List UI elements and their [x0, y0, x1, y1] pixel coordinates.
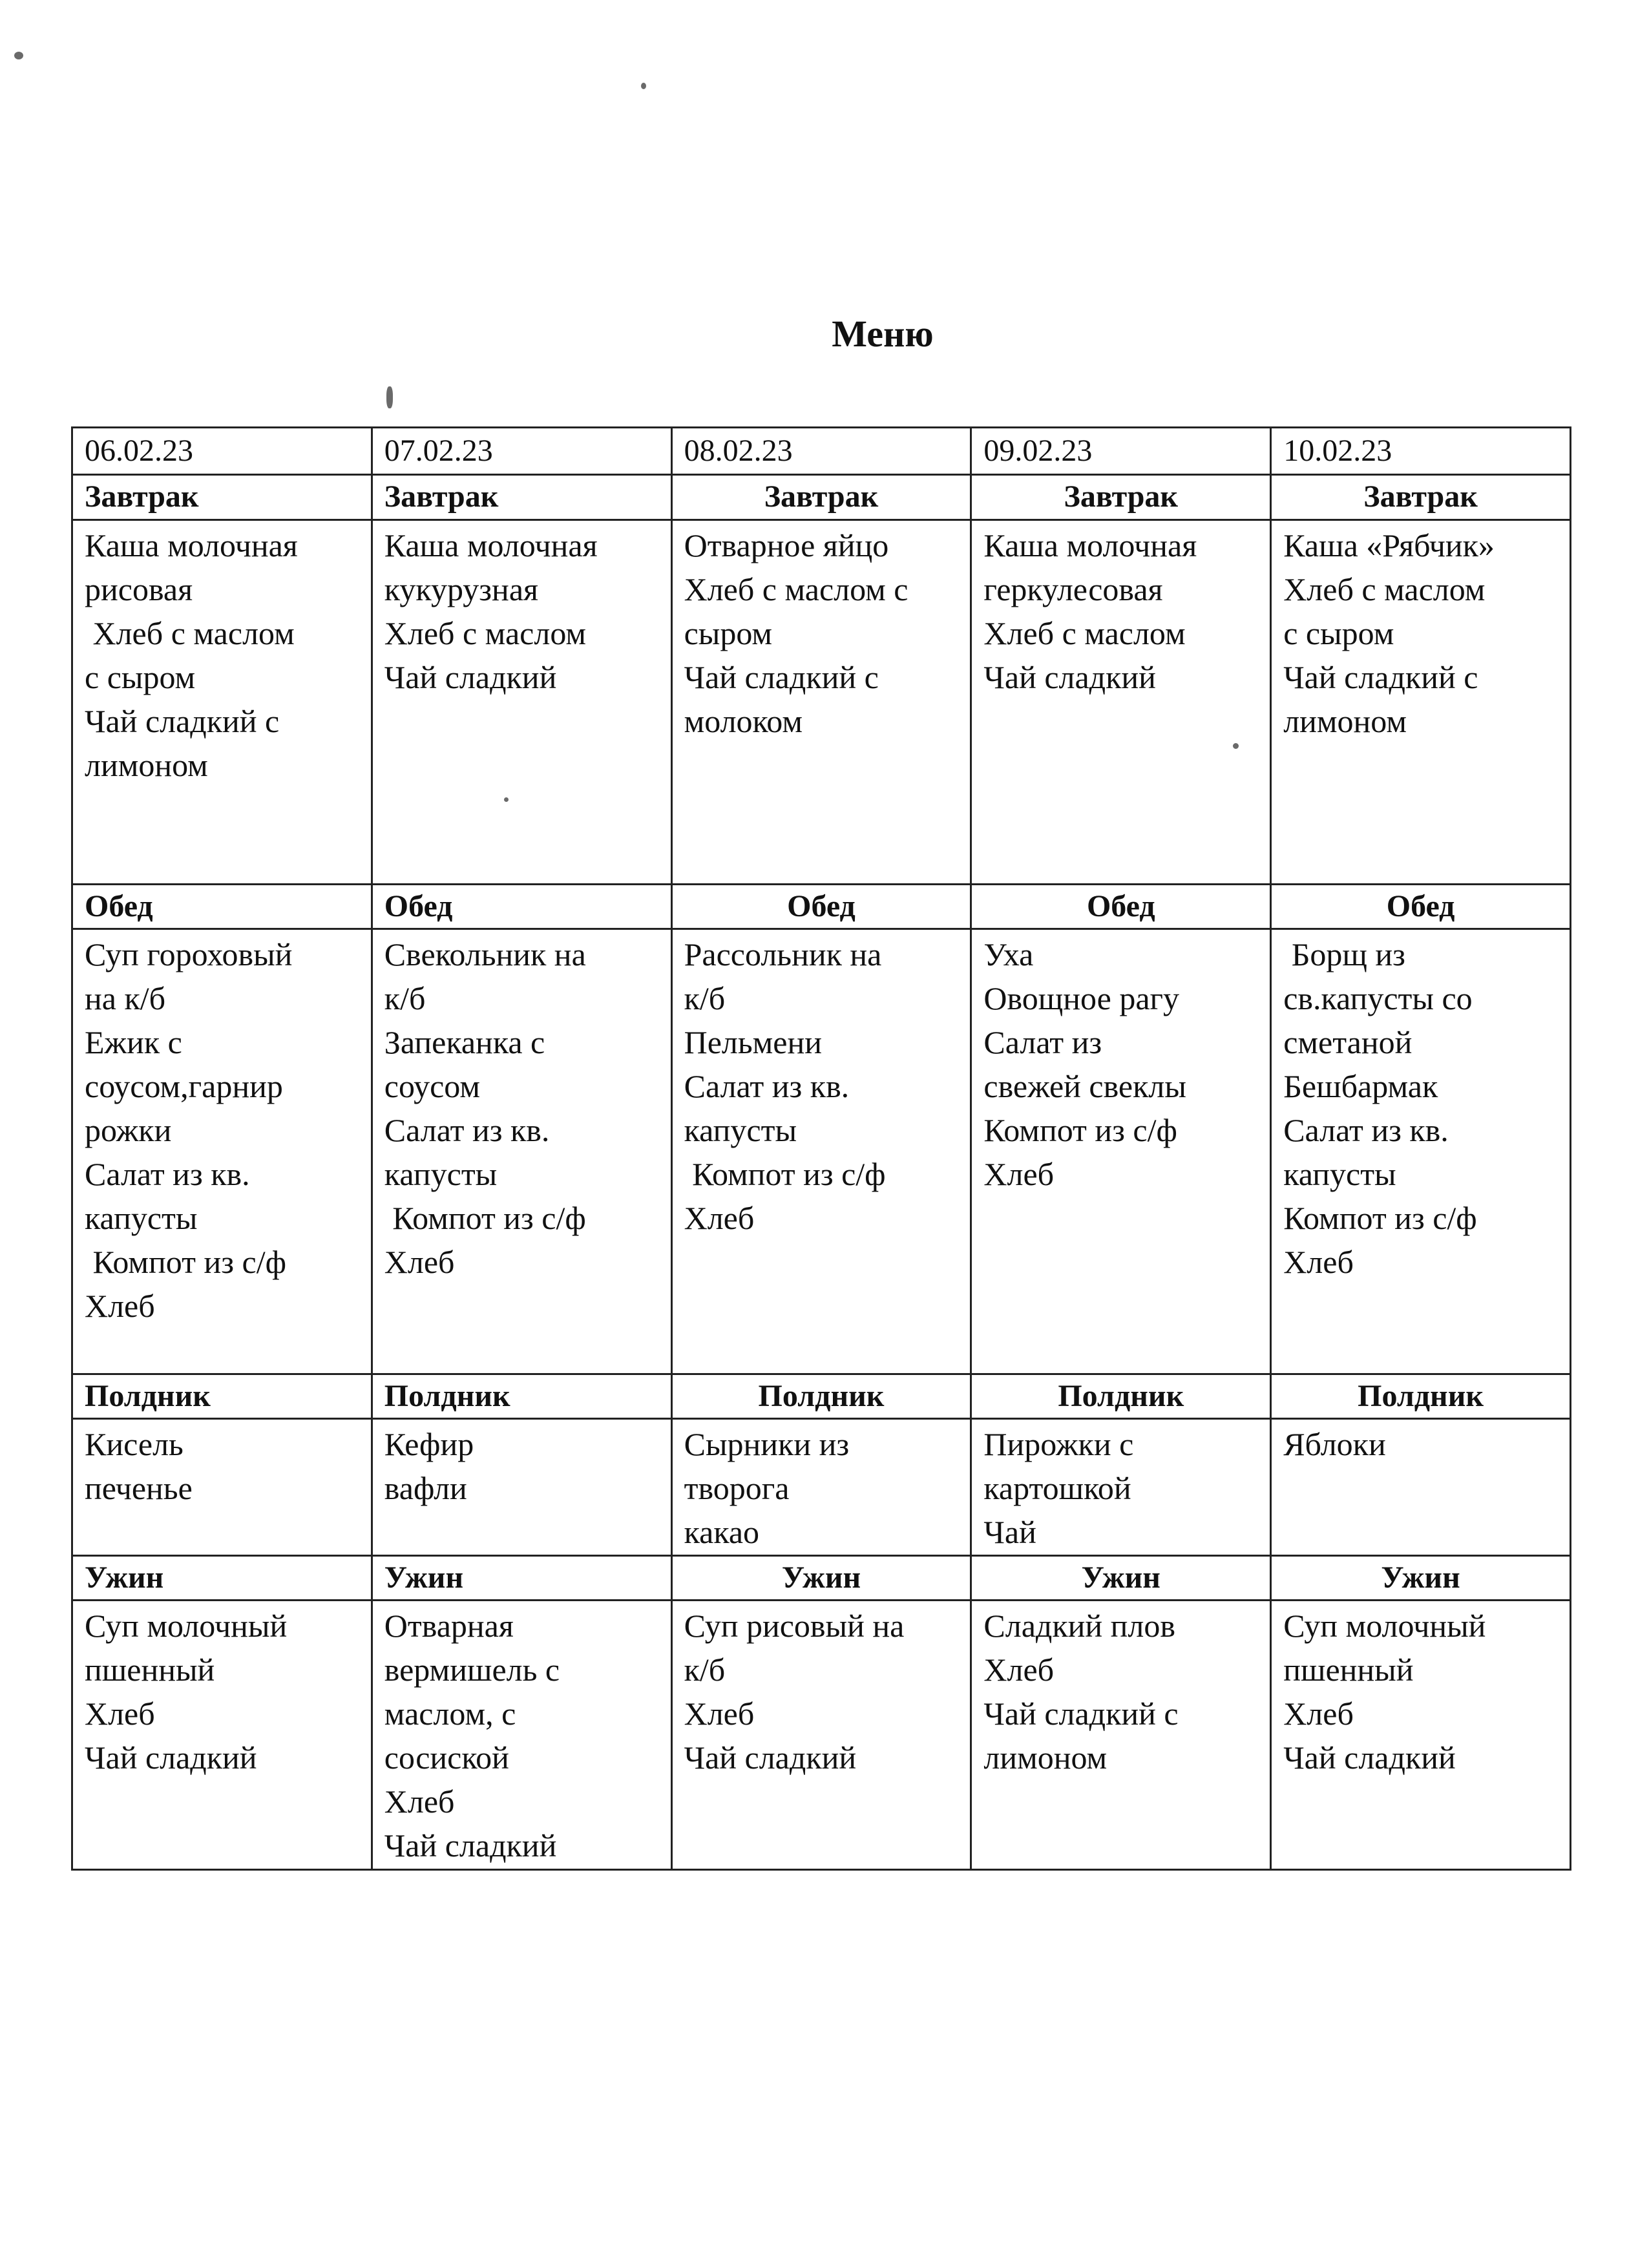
snack-dishes — [1271, 1419, 1571, 1556]
dish-item: Отварная — [384, 1608, 514, 1644]
date-row — [72, 428, 1571, 475]
lunch-dishes — [671, 929, 971, 1374]
dinner-dishes — [72, 1601, 372, 1870]
dish-item: какао — [684, 1514, 760, 1551]
dish-item: Хлеб с маслом — [85, 614, 295, 651]
dish-item: Хлеб — [983, 1652, 1055, 1688]
breakfast-label: Завтрак — [1271, 475, 1571, 520]
breakfast-dishes — [1271, 520, 1571, 884]
dish-item: Бешбармак — [1283, 1068, 1438, 1105]
dish-item: капусты — [684, 1112, 797, 1149]
lunch-label: Обед — [72, 884, 372, 929]
dinner-dishes — [1271, 1601, 1571, 1870]
dish-item: рисовая — [85, 571, 193, 607]
dish-item: Каша молочная — [384, 527, 598, 563]
dish-item: Суп молочный — [1283, 1608, 1486, 1644]
dish-item: с сыром — [1283, 614, 1394, 651]
dish-item: св.капусты со — [1283, 980, 1473, 1017]
dish-item: вафли — [384, 1470, 467, 1507]
dish-item: Чай сладкий — [384, 658, 557, 695]
snack-label: Полдник — [1271, 1374, 1571, 1418]
dish-item: Чай сладкий — [1283, 1739, 1456, 1776]
dish-item: Чай сладкий — [85, 1739, 257, 1776]
snack-label: Полдник — [671, 1374, 971, 1418]
lunch-row — [72, 929, 1571, 1374]
scan-speck — [14, 52, 23, 59]
dish-item: маслом, с — [384, 1696, 516, 1732]
dish-item: Уха — [983, 936, 1034, 973]
dinner-dishes — [372, 1601, 671, 1870]
snack-row — [72, 1419, 1571, 1556]
dinner-dishes — [971, 1601, 1271, 1870]
date-cell: 07.02.23 — [372, 428, 671, 475]
snack-label: Полдник — [72, 1374, 372, 1418]
dish-item: Хлеб с маслом — [1283, 571, 1486, 607]
breakfast-dishes — [72, 520, 372, 884]
dish-item: капусты — [1283, 1156, 1396, 1193]
lunch-label: Обед — [671, 884, 971, 929]
dinner-header-row — [72, 1555, 1571, 1600]
dish-item: Чай сладкий — [384, 1827, 557, 1864]
dish-item: капусты — [85, 1200, 198, 1237]
page-title: Меню — [832, 313, 934, 355]
dish-item: Чай — [983, 1514, 1036, 1551]
dish-item: Компот из с/ф — [384, 1200, 586, 1237]
dish-item: Суп гороховый — [85, 936, 293, 973]
dish-item: Хлеб — [384, 1783, 455, 1820]
dish-item: Хлеб — [684, 1200, 755, 1237]
dish-item: Чай сладкий с — [85, 702, 280, 739]
lunch-dishes — [72, 929, 372, 1374]
dish-item: картошкой — [983, 1470, 1131, 1507]
scan-speck — [641, 83, 646, 89]
snack-dishes — [72, 1419, 372, 1556]
dish-item: Хлеб — [85, 1696, 155, 1732]
lunch-label: Обед — [1271, 884, 1571, 929]
dish-item: Хлеб — [1283, 1244, 1354, 1281]
scan-speck — [1233, 743, 1239, 749]
dish-item: Салат из кв. — [384, 1112, 550, 1149]
dish-item: Кефир — [384, 1426, 474, 1463]
dish-item: Компот из с/ф — [1283, 1200, 1477, 1237]
dish-item: к/б — [684, 980, 726, 1017]
lunch-dishes — [372, 929, 671, 1374]
dish-item: соусом,гарнир — [85, 1068, 283, 1105]
dinner-label: Ужин — [72, 1555, 372, 1600]
breakfast-row — [72, 520, 1571, 884]
dinner-label: Ужин — [671, 1555, 971, 1600]
dish-item: лимоном — [983, 1739, 1108, 1776]
dish-item: Хлеб с маслом — [983, 614, 1186, 651]
dish-item: Чай сладкий — [684, 1739, 857, 1776]
dish-item: Яблоки — [1283, 1426, 1386, 1463]
lunch-dishes — [971, 929, 1271, 1374]
dish-item: Чай сладкий с — [983, 1696, 1179, 1732]
dish-item: Пельмени — [684, 1024, 822, 1061]
dish-item: Салат из — [983, 1024, 1102, 1061]
snack-header-row — [72, 1374, 1571, 1418]
lunch-label: Обед — [971, 884, 1271, 929]
snack-dishes — [971, 1419, 1271, 1556]
snack-label: Полдник — [372, 1374, 671, 1418]
dish-item: Пирожки с — [983, 1426, 1134, 1463]
lunch-dishes — [1271, 929, 1571, 1374]
dish-item: сосиской — [384, 1739, 509, 1776]
breakfast-label: Завтрак — [671, 475, 971, 520]
dish-item: Сырники из — [684, 1426, 850, 1463]
dish-item: Хлеб — [684, 1696, 755, 1732]
dish-item: Хлеб — [983, 1156, 1055, 1193]
dish-item: пшенный — [85, 1652, 215, 1688]
dish-item: Компот из с/ф — [684, 1156, 886, 1193]
dinner-row — [72, 1601, 1571, 1870]
scan-speck — [386, 386, 393, 408]
dish-item: Хлеб — [85, 1288, 155, 1325]
dish-item: кукурузная — [384, 571, 539, 607]
dish-item: к/б — [384, 980, 426, 1017]
dish-item: Салат из кв. — [85, 1156, 250, 1193]
dish-item: Хлеб с маслом — [384, 614, 587, 651]
dish-item: соусом — [384, 1068, 480, 1105]
date-cell: 10.02.23 — [1271, 428, 1571, 475]
dish-item: лимоном — [85, 746, 208, 783]
dish-item: творога — [684, 1470, 790, 1507]
dish-item: Каша «Рябчик» — [1283, 527, 1495, 563]
dish-item: молоком — [684, 702, 803, 739]
dish-item: Овощное рагу — [983, 980, 1180, 1017]
dish-item: печенье — [85, 1470, 193, 1507]
dish-item: Рассольник на — [684, 936, 882, 973]
dish-item: капусты — [384, 1156, 498, 1193]
dish-item: Кисель — [85, 1426, 184, 1463]
lunch-header-row — [72, 884, 1571, 929]
dish-item: Хлеб — [384, 1244, 455, 1281]
dish-item: геркулесовая — [983, 571, 1163, 607]
dish-item: Сладкий плов — [983, 1608, 1175, 1644]
dish-item: с сыром — [85, 658, 196, 695]
dish-item: Борщ из — [1283, 936, 1405, 973]
dish-item: Компот из с/ф — [983, 1112, 1177, 1149]
lunch-label: Обед — [372, 884, 671, 929]
dish-item: к/б — [684, 1652, 726, 1688]
dish-item: Чай сладкий с — [684, 658, 879, 695]
dinner-label: Ужин — [1271, 1555, 1571, 1600]
snack-dishes — [671, 1419, 971, 1556]
date-cell: 06.02.23 — [72, 428, 372, 475]
dish-item: свежей свеклы — [983, 1068, 1186, 1105]
date-cell: 08.02.23 — [671, 428, 971, 475]
snack-dishes — [372, 1419, 671, 1556]
dish-item: пшенный — [1283, 1652, 1414, 1688]
dish-item: Каша молочная — [85, 527, 298, 563]
dish-item: Суп молочный — [85, 1608, 288, 1644]
dish-item: Отварное яйцо — [684, 527, 889, 563]
dish-item: Суп рисовый на — [684, 1608, 905, 1644]
dish-item: Свекольник на — [384, 936, 586, 973]
dish-item: рожки — [85, 1112, 172, 1149]
breakfast-label: Завтрак — [372, 475, 671, 520]
dish-item: Ежик с — [85, 1024, 182, 1061]
dish-item: Хлеб — [1283, 1696, 1354, 1732]
snack-label: Полдник — [971, 1374, 1271, 1418]
dish-item: Чай сладкий с — [1283, 658, 1478, 695]
dish-item: Запеканка с — [384, 1024, 545, 1061]
dish-item: на к/б — [85, 980, 166, 1017]
dish-item: Хлеб с маслом с — [684, 571, 909, 607]
dinner-label: Ужин — [372, 1555, 671, 1600]
breakfast-dishes — [971, 520, 1271, 884]
breakfast-dishes — [372, 520, 671, 884]
dish-item: Компот из с/ф — [85, 1244, 286, 1281]
breakfast-header-row — [72, 475, 1571, 520]
dish-item: лимоном — [1283, 702, 1407, 739]
scan-speck — [504, 797, 509, 802]
breakfast-label: Завтрак — [971, 475, 1271, 520]
dish-item: сметаной — [1283, 1024, 1413, 1061]
dish-item: вермишель с — [384, 1652, 560, 1688]
dish-item: Салат из кв. — [1283, 1112, 1449, 1149]
breakfast-label: Завтрак — [72, 475, 372, 520]
date-cell: 09.02.23 — [971, 428, 1271, 475]
dish-item: Каша молочная — [983, 527, 1197, 563]
menu-table — [71, 426, 1571, 1871]
dish-item: Салат из кв. — [684, 1068, 850, 1105]
dinner-dishes — [671, 1601, 971, 1870]
dinner-label: Ужин — [971, 1555, 1271, 1600]
dish-item: Чай сладкий — [983, 658, 1156, 695]
breakfast-dishes — [671, 520, 971, 884]
dish-item: сыром — [684, 614, 773, 651]
